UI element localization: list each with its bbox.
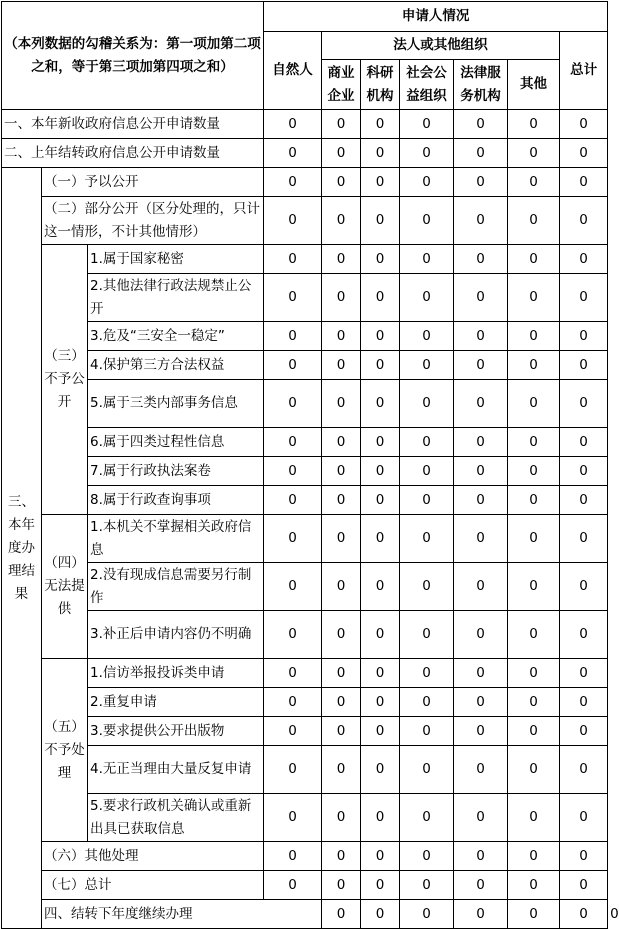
row-label: 1.信访举报投诉类申请 [88, 659, 264, 688]
cell: 0 [322, 563, 361, 611]
cell: 0 [454, 245, 508, 274]
cell: 0 [560, 351, 608, 380]
table-row [2, 110, 608, 139]
table-row [2, 794, 608, 842]
cell: 0 [322, 197, 361, 245]
cell: 0 [508, 139, 560, 168]
cell: 0 [264, 659, 322, 688]
row-label: 3.危及“三安全一稳定” [88, 322, 264, 351]
cell: 0 [264, 611, 322, 659]
cell: 0 [361, 794, 400, 842]
cell: 0 [508, 871, 560, 900]
cell: 0 [264, 515, 322, 563]
cell: 0 [454, 168, 508, 197]
cell: 0 [508, 688, 560, 717]
table-row [2, 274, 608, 322]
row-label: （二）部分公开（区分处理的，只计这一情形，不计其他情形） [42, 197, 264, 245]
table-row [2, 688, 608, 717]
cell: 0 [361, 842, 400, 871]
table-row [2, 659, 608, 688]
cell: 0 [560, 486, 608, 515]
cell: 0 [400, 351, 454, 380]
row-label: 8.属于行政查询事项 [88, 486, 264, 515]
cell: 0 [400, 746, 454, 794]
cell: 0 [454, 842, 508, 871]
cell: 0 [400, 428, 454, 457]
cell: 0 [264, 486, 322, 515]
cell: 0 [361, 245, 400, 274]
group-label: （五）不予处理 [42, 659, 88, 842]
cell: 0 [322, 351, 361, 380]
cell: 0 [322, 659, 361, 688]
cell: 0 [361, 659, 400, 688]
cell: 0 [508, 717, 560, 746]
cell: 0 [508, 245, 560, 274]
cell: 0 [400, 563, 454, 611]
cell: 0 [400, 515, 454, 563]
cell: 0 [264, 168, 322, 197]
cell: 0 [361, 457, 400, 486]
row-label: 二、上年结转政府信息公开申请数量 [2, 139, 264, 168]
cell: 0 [322, 900, 361, 929]
cell: 0 [264, 380, 322, 428]
cell: 0 [264, 717, 322, 746]
table-row [2, 139, 608, 168]
cell: 0 [322, 322, 361, 351]
cell: 0 [508, 659, 560, 688]
header-applicant: 申请人情况 [264, 2, 608, 32]
cell: 0 [400, 139, 454, 168]
cell: 0 [508, 168, 560, 197]
group-label: （三）不予公开 [42, 245, 88, 515]
cell: 0 [322, 380, 361, 428]
cell: 0 [400, 659, 454, 688]
cell: 0 [508, 746, 560, 794]
cell: 0 [361, 351, 400, 380]
cell: 0 [400, 794, 454, 842]
header-commercial: 商业企业 [322, 60, 361, 110]
cell: 0 [361, 563, 400, 611]
cell: 0 [454, 139, 508, 168]
cell: 0 [400, 717, 454, 746]
header-note: （本列数据的勾稽关系为：第一项加第二项之和，等于第三项加第四项之和） [2, 2, 264, 110]
row-label: 7.属于行政执法案卷 [88, 457, 264, 486]
cell: 0 [264, 842, 322, 871]
table-row [2, 611, 608, 659]
row-label: 6.属于四类过程性信息 [88, 428, 264, 457]
cell: 0 [322, 139, 361, 168]
cell: 0 [361, 380, 400, 428]
cell: 0 [454, 688, 508, 717]
cell: 0 [264, 746, 322, 794]
row-label: 4.保护第三方合法权益 [88, 351, 264, 380]
row-label: 四、结转下年度继续办理 [42, 900, 322, 929]
table-row [2, 351, 608, 380]
cell: 0 [361, 515, 400, 563]
cell: 0 [508, 842, 560, 871]
cell: 0 [264, 322, 322, 351]
header-legal-group: 法人或其他组织 [322, 32, 560, 60]
table-row [2, 563, 608, 611]
cell: 0 [322, 717, 361, 746]
cell: 0 [400, 842, 454, 871]
cell: 0 [560, 659, 608, 688]
row-label: （七）总计 [42, 871, 264, 900]
cell: 0 [508, 322, 560, 351]
row-label: （六）其他处理 [42, 842, 264, 871]
cell: 0 [264, 871, 322, 900]
cell: 0 [361, 900, 400, 929]
cell: 0 [454, 746, 508, 794]
table-row [2, 245, 608, 274]
cell: 0 [322, 611, 361, 659]
cell: 0 [454, 197, 508, 245]
row-label: 2.其他法律行政法规禁止公开 [88, 274, 264, 322]
cell: 0 [322, 486, 361, 515]
header-other: 其他 [508, 60, 560, 110]
cell: 0 [508, 563, 560, 611]
cell: 0 [264, 688, 322, 717]
cell: 0 [454, 717, 508, 746]
cell: 0 [264, 245, 322, 274]
cell: 0 [264, 351, 322, 380]
cell: 0 [361, 139, 400, 168]
cell: 0 [508, 515, 560, 563]
cell: 0 [400, 486, 454, 515]
row-label: 2.重复申请 [88, 688, 264, 717]
cell: 0 [508, 794, 560, 842]
cell: 0 [400, 900, 454, 929]
cell: 0 [322, 428, 361, 457]
group-label: （四）无法提供 [42, 515, 88, 659]
section3-label: 三、本年度办理结果 [2, 168, 42, 929]
cell: 0 [454, 871, 508, 900]
cell: 0 [560, 563, 608, 611]
row-label: 3.要求提供公开出版物 [88, 717, 264, 746]
row-label: 2.没有现成信息需要另行制作 [88, 563, 264, 611]
cell: 0 [400, 197, 454, 245]
cell: 0 [361, 274, 400, 322]
cell: 0 [454, 515, 508, 563]
header-social: 社会公益组织 [400, 60, 454, 110]
cell: 0 [322, 274, 361, 322]
cell: 0 [508, 486, 560, 515]
cell: 0 [322, 746, 361, 794]
cell: 0 [322, 794, 361, 842]
cell: 0 [508, 197, 560, 245]
cell: 0 [264, 563, 322, 611]
cell: 0 [264, 428, 322, 457]
cell: 0 [264, 139, 322, 168]
cell: 0 [560, 794, 608, 842]
cell: 0 [454, 486, 508, 515]
cell: 0 [322, 871, 361, 900]
cell: 0 [508, 611, 560, 659]
table-row [2, 842, 608, 871]
cell: 0 [560, 611, 608, 659]
cell: 0 [361, 746, 400, 794]
header-total: 总计 [560, 32, 608, 110]
cell: 0 [361, 322, 400, 351]
header-research: 科研机构 [361, 60, 400, 110]
cell: 0 [560, 139, 608, 168]
cell: 0 [400, 274, 454, 322]
cell: 0 [560, 842, 608, 871]
cell: 0 [264, 794, 322, 842]
cell: 0 [264, 457, 322, 486]
cell: 0 [264, 110, 322, 139]
table-row [2, 457, 608, 486]
cell: 0 [454, 274, 508, 322]
row-label: 5.要求行政机关确认或重新出具已获取信息 [88, 794, 264, 842]
cell: 0 [454, 380, 508, 428]
cell: 0 [400, 457, 454, 486]
cell: 0 [361, 611, 400, 659]
cell: 0 [454, 457, 508, 486]
cell: 0 [560, 871, 608, 900]
cell: 0 [508, 274, 560, 322]
cell: 0 [560, 515, 608, 563]
table-row [2, 717, 608, 746]
cell: 0 [560, 274, 608, 322]
table-row [2, 871, 608, 900]
cell: 0 [361, 717, 400, 746]
disclosure-table [1, 1, 619, 929]
cell: 0 [454, 322, 508, 351]
cell: 0 [400, 871, 454, 900]
cell: 0 [361, 168, 400, 197]
cell: 0 [560, 380, 608, 428]
cell: 0 [454, 428, 508, 457]
header-legal-service: 法律服务机构 [454, 60, 508, 110]
cell: 0 [400, 688, 454, 717]
table-row [2, 380, 608, 428]
table-row [2, 515, 608, 563]
table-row [2, 746, 608, 794]
cell: 0 [361, 428, 400, 457]
row-label: 4.无正当理由大量反复申请 [88, 746, 264, 794]
cell: 0 [454, 351, 508, 380]
cell: 0 [400, 380, 454, 428]
table-row [2, 197, 608, 245]
table-row: 四、结转下年度继续办理 0 0 0 0 0 0 0 [2, 900, 608, 929]
cell: 0 [322, 245, 361, 274]
row-label: 5.属于三类内部事务信息 [88, 380, 264, 428]
cell: 0 [508, 457, 560, 486]
cell: 0 [560, 110, 608, 139]
header-natural-person: 自然人 [264, 32, 322, 110]
cell: 0 [454, 563, 508, 611]
cell: 0 [264, 197, 322, 245]
cell: 0 [454, 900, 508, 929]
cell: 0 [560, 168, 608, 197]
cell: 0 [361, 486, 400, 515]
cell: 0 [560, 746, 608, 794]
cell: 0 [508, 351, 560, 380]
row-label: 1.本机关不掌握相关政府信息 [88, 515, 264, 563]
cell: 0 [400, 611, 454, 659]
cell: 0 [454, 611, 508, 659]
cell: 0 [361, 110, 400, 139]
cell: 0 [322, 842, 361, 871]
table-row [2, 428, 608, 457]
cell: 0 [560, 900, 608, 929]
cell: 0 [322, 168, 361, 197]
cell: 0 [560, 428, 608, 457]
cell: 0 [560, 197, 608, 245]
cell: 0 [361, 197, 400, 245]
cell: 0 [454, 794, 508, 842]
cell: 0 [454, 659, 508, 688]
cell: 0 [322, 688, 361, 717]
row-label: 3.补正后申请内容仍不明确 [88, 611, 264, 659]
cell: 0 [454, 110, 508, 139]
cell: 0 [560, 688, 608, 717]
cell: 0 [560, 322, 608, 351]
cell: 0 [560, 245, 608, 274]
cell: 0 [264, 274, 322, 322]
cell: 0 [322, 110, 361, 139]
table-row [2, 486, 608, 515]
cell: 0 [508, 380, 560, 428]
cell: 0 [400, 322, 454, 351]
cell: 0 [508, 110, 560, 139]
row-label: 一、本年新收政府信息公开申请数量 [2, 110, 264, 139]
cell: 0 [400, 245, 454, 274]
row-label: （一）予以公开 [42, 168, 264, 197]
cell: 0 [508, 428, 560, 457]
cell: 0 [322, 457, 361, 486]
cell: 0 [361, 688, 400, 717]
cell: 0 [322, 515, 361, 563]
cell: 0 [560, 457, 608, 486]
cell: 0 [361, 871, 400, 900]
row-label: 1.属于国家秘密 [88, 245, 264, 274]
cell: 0 [508, 900, 560, 929]
cell: 0 [400, 168, 454, 197]
cell: 0 [560, 717, 608, 746]
table-row [2, 168, 608, 197]
cell: 0 [400, 110, 454, 139]
table-row [2, 322, 608, 351]
